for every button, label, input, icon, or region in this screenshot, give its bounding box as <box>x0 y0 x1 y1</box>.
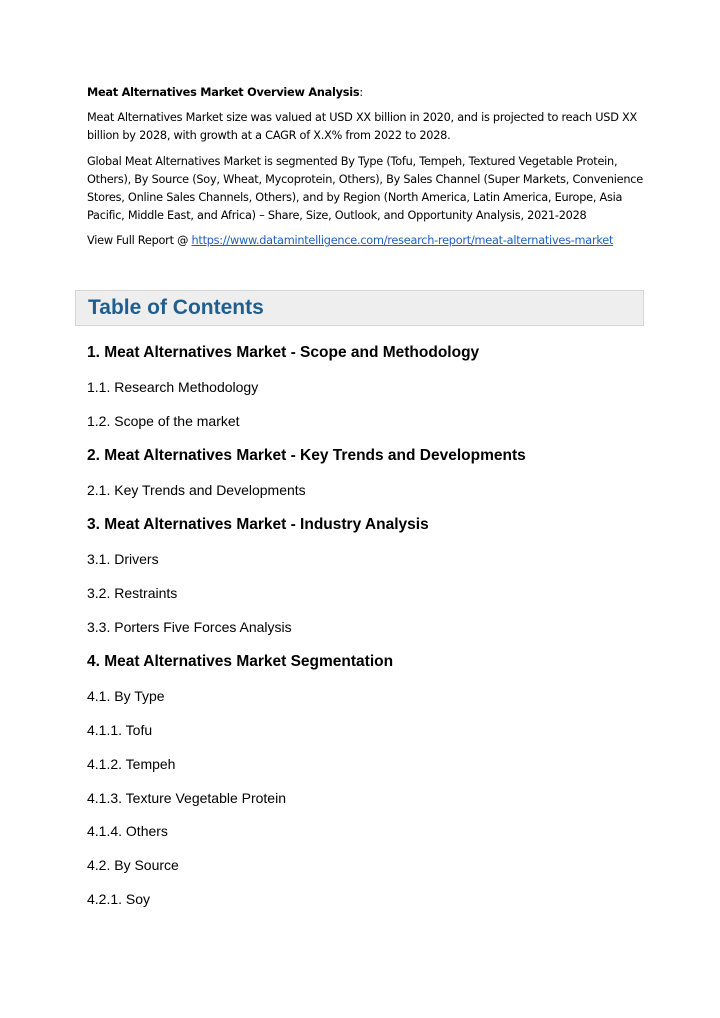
toc-section-heading: 4. Meat Alternatives Market Segmentation <box>87 653 394 670</box>
toc-title: Table of Contents <box>88 296 264 319</box>
overview-heading: Meat Alternatives Market Overview Analysis <box>87 86 360 99</box>
toc-subsection-item: 2.1. Key Trends and Developments <box>87 482 306 498</box>
report-link-prefix: View Full Report @ <box>87 234 192 248</box>
toc-subsection-item: 3.2. Restraints <box>87 585 178 601</box>
report-link-line <box>87 232 647 250</box>
toc-section-heading: 3. Meat Alternatives Market - Industry Analysis <box>87 516 429 533</box>
toc-header-box <box>75 290 644 326</box>
toc-subsection-item: 4.1.2. Tempeh <box>87 756 176 772</box>
overview-heading-colon: : <box>359 86 363 99</box>
toc-subsection-item: 4.1. By Type <box>87 688 165 704</box>
toc-subsection-item: 3.1. Drivers <box>87 551 159 567</box>
overview-section <box>87 84 647 258</box>
toc-subsection-item: 3.3. Porters Five Forces Analysis <box>87 619 292 635</box>
overview-paragraph-market-size: Meat Alternatives Market size was valued at USD XX billion in 2020, and is projected to reach USD XX billion by 2028, with growth at a CAGR of X.X% from 2022 to 2028. <box>87 111 637 143</box>
toc-section-heading: 2. Meat Alternatives Market - Key Trends and Developments <box>87 447 526 464</box>
toc-section-heading: 1. Meat Alternatives Market - Scope and Methodology <box>87 344 480 361</box>
toc-subsection-item: 1.1. Research Methodology <box>87 379 259 395</box>
toc-subsection-item: 1.2. Scope of the market <box>87 413 240 429</box>
overview-heading-line <box>87 84 647 102</box>
toc-subsection-item: 4.2.1. Soy <box>87 891 151 907</box>
toc-subsection-item: 4.1.4. Others <box>87 823 168 839</box>
toc-subsection-item: 4.2. By Source <box>87 857 179 873</box>
toc-subsection-item: 4.1.3. Texture Vegetable Protein <box>87 790 286 806</box>
report-link[interactable]: https://www.datamintelligence.com/research-report/meat-alternatives-market <box>191 234 614 248</box>
overview-paragraph-segmentation: Global Meat Alternatives Market is segmented By Type (Tofu, Tempeh, Textured Vegetable Protein, Others), By Source (Soy, Wheat, Mycoprotein, Others), By Sales Channel (Super Markets, Convenience Stores, Online Sales Channels, Others), and by Region (North America, Latin America, Europe, Asia Pacific, Middle East, and Africa) – Share, Size, Outlook, and Opportunity Analysis, 2021-2028 <box>87 154 643 223</box>
toc-subsection-item: 4.1.1. Tofu <box>87 722 153 738</box>
